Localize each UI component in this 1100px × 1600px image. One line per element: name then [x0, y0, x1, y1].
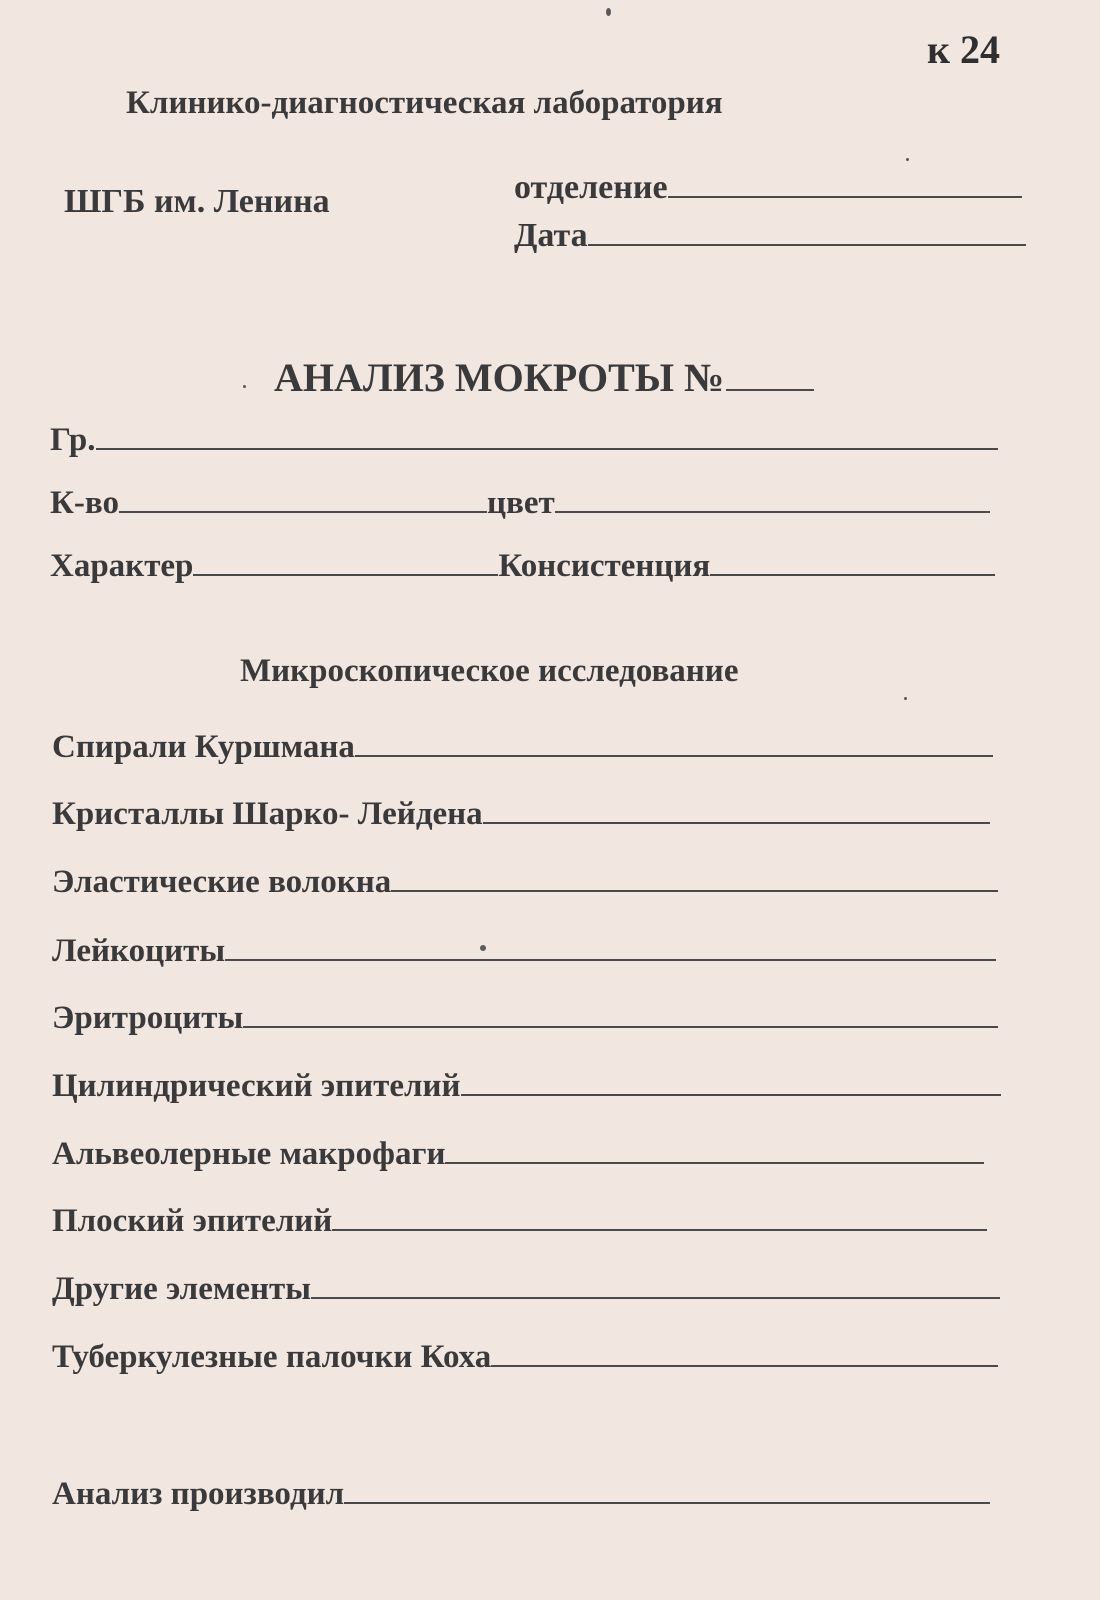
microscopy-field[interactable] — [311, 1269, 1000, 1299]
performed-by-field[interactable] — [344, 1474, 990, 1504]
quantity-label: К-во — [50, 485, 120, 521]
microscopy-label: Кристаллы Шарко- Лейдена — [52, 796, 483, 832]
character-field[interactable] — [193, 546, 498, 576]
consistency-field[interactable] — [710, 546, 995, 576]
microscopy-row-koch — [52, 1337, 998, 1374]
microscopy-field[interactable] — [445, 1134, 984, 1164]
microscopy-row-cylindrical — [52, 1066, 1001, 1103]
performed-by-label: Анализ производил — [52, 1476, 345, 1512]
microscopy-label: Альвеолерные макрофаги — [52, 1136, 446, 1172]
group-label: Гр. — [50, 422, 96, 458]
microscopy-row-erythrocytes — [52, 998, 998, 1035]
color-label: цвет — [487, 485, 555, 521]
microscopy-field[interactable] — [243, 998, 998, 1028]
analysis-number-field[interactable] — [726, 355, 814, 391]
microscopy-row-charcot — [52, 794, 990, 831]
lab-title: Клинико-диагностическая лаборатория — [126, 85, 723, 121]
paper-speck — [243, 385, 246, 388]
paper-speck — [480, 945, 486, 951]
consistency-label: Консистенция — [498, 548, 711, 584]
microscopy-section-title: Микроскопическое исследование — [240, 653, 739, 689]
date-field[interactable] — [588, 216, 1026, 246]
quantity-field[interactable] — [119, 483, 487, 513]
microscopy-field[interactable] — [491, 1337, 998, 1367]
microscopy-label: Туберкулезные палочки Коха — [52, 1339, 492, 1375]
microscopy-field[interactable] — [483, 794, 990, 824]
microscopy-row-squamous — [52, 1201, 987, 1238]
form-code: к 24 — [926, 27, 1000, 72]
paper-speck — [606, 8, 611, 16]
microscopy-label: Другие элементы — [52, 1271, 311, 1307]
microscopy-label: Эритроциты — [52, 1000, 244, 1036]
microscopy-row-kurshman — [52, 727, 993, 764]
microscopy-label: Лейкоциты — [52, 933, 226, 969]
microscopy-row-leukocytes — [52, 931, 996, 968]
microscopy-row-other — [52, 1269, 1000, 1306]
group-field[interactable] — [96, 420, 998, 450]
microscopy-label: Эластические волокна — [52, 864, 392, 900]
microscopy-field[interactable] — [225, 931, 996, 961]
microscopy-field[interactable] — [332, 1201, 987, 1231]
microscopy-label: Спирали Куршмана — [52, 729, 355, 765]
document-title: АНАЛИЗ МОКРОТЫ № — [274, 355, 725, 400]
performed-by-row — [52, 1474, 990, 1511]
document-title-row — [274, 355, 814, 398]
microscopy-label: Плоский эпителий — [52, 1203, 333, 1239]
date-label: Дата — [514, 217, 588, 254]
microscopy-field[interactable] — [461, 1066, 1001, 1096]
department-field[interactable] — [668, 168, 1022, 198]
microscopy-row-elastic — [52, 862, 998, 899]
microscopy-field[interactable] — [391, 862, 998, 892]
date-row — [514, 216, 1026, 253]
paper-speck — [904, 697, 907, 700]
group-row — [50, 420, 998, 457]
hospital-name: ШГБ им. Ленина — [64, 183, 330, 220]
department-label: отделение — [514, 169, 668, 206]
quantity-color-row — [50, 483, 990, 520]
microscopy-field[interactable] — [355, 727, 993, 757]
microscopy-row-macrophages — [52, 1134, 984, 1171]
color-field[interactable] — [555, 483, 990, 513]
paper-speck — [906, 158, 909, 161]
microscopy-label: Цилиндрический эпителий — [52, 1068, 461, 1104]
department-row — [514, 168, 1022, 205]
character-consistency-row — [50, 546, 995, 583]
character-label: Характер — [50, 548, 194, 584]
